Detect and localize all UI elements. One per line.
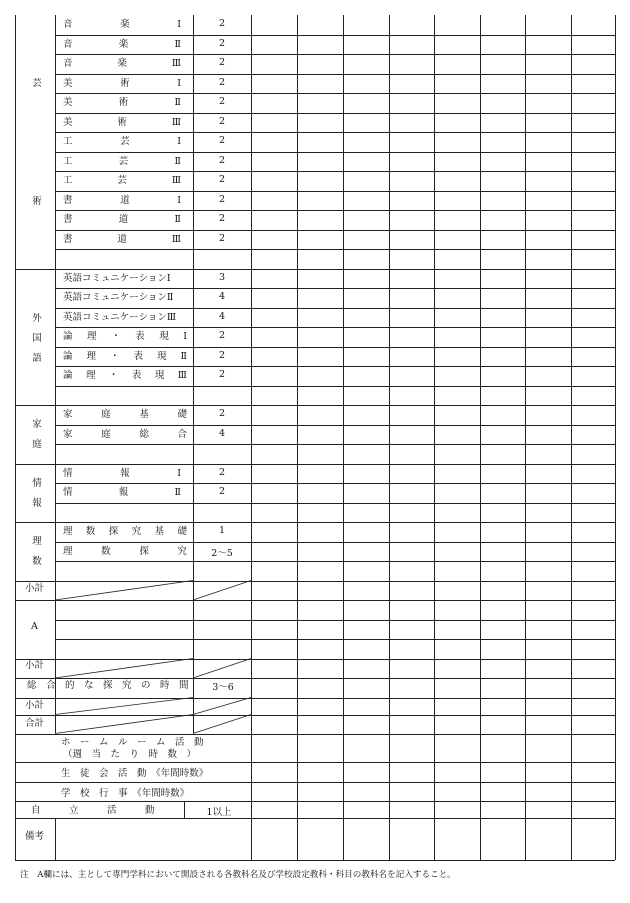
- subject-credits: 2: [218, 213, 226, 224]
- subject-credits: 4: [218, 427, 226, 439]
- school-events-label: 学 校 行 事 《年間時数》: [61, 788, 190, 799]
- subject-name: 家 庭 基 礎: [63, 409, 187, 420]
- subtotal-label-1: 小計: [25, 583, 45, 594]
- subject-credits: 4: [218, 310, 226, 322]
- category-info-2: 報: [32, 498, 42, 509]
- subject-credits: 2: [218, 154, 226, 166]
- diagonal-strike: [193, 581, 251, 601]
- subject-credits: 2: [218, 76, 226, 88]
- independent-activity-credits: 1以上: [206, 807, 232, 818]
- subject-credits: 2: [218, 466, 226, 478]
- subject-credits: 2: [218, 349, 226, 361]
- subject-name: 論 理 ・ 表 現 Ⅱ: [63, 350, 187, 362]
- integrated-study-label: 総 合 的 な 探 究 の 時 間: [27, 680, 189, 691]
- total-label: 合計: [25, 718, 45, 729]
- subject-name: 美 術 Ⅲ: [63, 116, 181, 128]
- subject-name: 工 芸 I: [63, 136, 181, 147]
- subject-name: 工 芸 Ⅱ: [63, 155, 181, 167]
- subject-name: 音 楽 I: [63, 19, 181, 30]
- footnote: 注 A欄には、主として専門学科において開設される各教科名及び学校設定教科・科目の教科名を記入すること。: [20, 870, 456, 880]
- category-science-2: 数: [32, 556, 42, 567]
- subject-credits: 4: [218, 291, 226, 302]
- subject-name: 英語コミュニケーションI: [63, 272, 171, 284]
- subject-name: 理 数 探 究: [63, 545, 187, 557]
- category-science-1: 理: [32, 536, 42, 547]
- subject-credits: 2: [218, 232, 226, 244]
- category-home-1: 家: [32, 419, 42, 430]
- integrated-study-credits: 3〜6: [212, 682, 234, 693]
- subject-credits: 2: [218, 193, 226, 205]
- diagonal-strike: [193, 698, 251, 715]
- diagonal-strike: [193, 659, 251, 679]
- category-info-1: 情: [32, 478, 42, 489]
- subject-name: 家 庭 総 合: [63, 428, 187, 440]
- diagonal-strike: [193, 715, 251, 734]
- subject-name: 英語コミュニケーションⅡ: [63, 292, 174, 303]
- category-art-bottom: 術: [32, 196, 42, 207]
- subject-name: 情 報 I: [63, 467, 181, 479]
- subject-credits: 2: [218, 408, 226, 419]
- subject-credits: 2: [218, 37, 226, 49]
- subject-credits: 2: [218, 18, 226, 29]
- subject-credits: 1: [218, 525, 226, 536]
- homeroom-label-2: （週 当 た り 時 数 ）: [63, 749, 197, 760]
- subject-name: 音 楽 Ⅱ: [63, 38, 181, 50]
- a-column-label: A: [31, 621, 38, 632]
- category-foreign-1: 外: [32, 313, 42, 324]
- category-foreign-3: 語: [32, 353, 42, 364]
- subject-credits: 2: [218, 57, 226, 68]
- subject-credits: 2: [218, 330, 226, 341]
- subject-name: 論 理 ・ 表 現 I: [63, 331, 187, 342]
- subject-name: 理 数 探 究 基 礎: [63, 526, 187, 537]
- subject-credits: 2: [218, 369, 226, 380]
- subject-credits: 2: [218, 135, 226, 146]
- category-home-2: 庭: [32, 439, 42, 450]
- subject-name: 書 道 Ⅲ: [63, 233, 181, 245]
- remarks-label: 備考: [25, 831, 45, 842]
- subject-name: 情 報 Ⅱ: [63, 487, 181, 498]
- subject-name: 美 術 Ⅱ: [63, 97, 181, 108]
- subject-credits: 3: [218, 271, 226, 283]
- homeroom-label-1: ホ ー ム ル ー ム 活 動: [61, 737, 204, 748]
- category-art-top: 芸: [32, 78, 42, 89]
- subtotal-label-3: 小計: [25, 700, 45, 711]
- subtotal-label-2: 小計: [25, 660, 45, 671]
- subject-credits: 2〜5: [211, 547, 233, 559]
- subject-credits: 2: [218, 174, 226, 185]
- independent-activity-label: 自 立 活 動: [31, 805, 155, 816]
- subject-credits: 2: [218, 486, 226, 497]
- subject-name: 英語コミュニケーションⅢ: [63, 311, 177, 323]
- diagonal-strike: [55, 659, 193, 679]
- subject-name: 書 道 Ⅱ: [63, 214, 181, 225]
- subject-name: 音 楽 Ⅲ: [63, 58, 181, 69]
- subject-credits: 2: [218, 96, 226, 107]
- subject-name: 書 道 I: [63, 194, 181, 206]
- diagonal-strike: [55, 581, 193, 601]
- subject-name: 美 術 I: [63, 77, 181, 89]
- diagonal-strike: [55, 698, 193, 715]
- subject-name: 論 理 ・ 表 現 Ⅲ: [63, 370, 187, 381]
- category-foreign-2: 国: [32, 333, 42, 344]
- subject-credits: 2: [218, 115, 226, 127]
- student-council-label: 生 徒 会 活 動 《年間時数》: [61, 768, 209, 779]
- subject-name: 工 芸 Ⅲ: [63, 175, 181, 186]
- diagonal-strike: [55, 715, 193, 734]
